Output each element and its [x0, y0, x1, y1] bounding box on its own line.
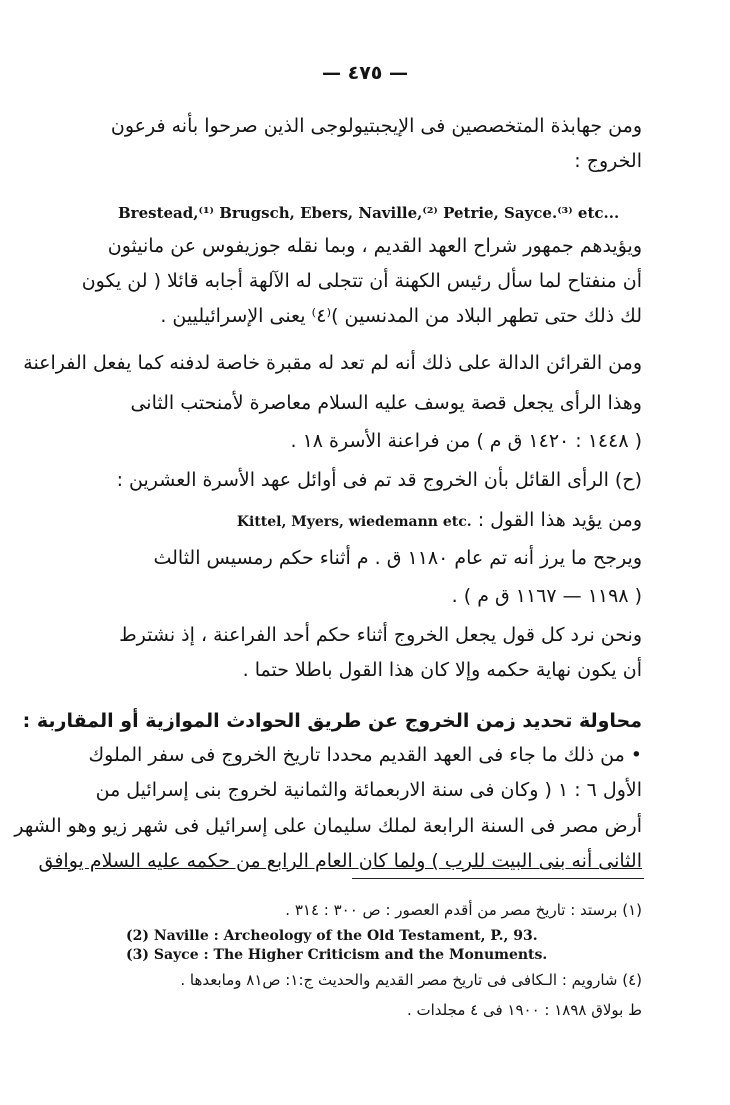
latin-names: Kittel, Myers, wiedemann etc.: [236, 514, 472, 530]
text-line: وهذا الرأى يجعل قصة يوسف عليه السلام معاصرة لأمنحتب الثانى: [130, 392, 642, 414]
text-line: أرض مصر فى السنة الرابعة لملك سليمان على إسرائيل فى شهر زيو وهو الشهر: [14, 815, 642, 837]
section-heading: (ح) الرأى القائل بأن الخروج قد تم فى أوائل عهد الأسرة العشرين :: [116, 469, 642, 491]
text-line: أن منفتاح لما سأل رئيس الكهنة أن تتجلى له الآلهة أجابه قائلا ( لن يكون: [81, 270, 642, 292]
text-fragment: ومن يؤيد هذا القول :: [477, 509, 642, 531]
text-line: ( ١٤٤٨ : ١٤٢٠ ق م ) من فراعنة الأسرة ١٨ .: [290, 430, 642, 452]
text-line: ( ١١٩٨ — ١١٦٧ ق م ) .: [451, 585, 642, 607]
text-line: ويؤيدهم جمهور شراح العهد القديم ، وبما نقله جوزيفوس عن مانيثون: [107, 235, 642, 257]
text-line: لك ذلك حتى تطهر البلاد من المدنسين )⁽٤⁾ يعنى الإسرائيليين .: [160, 305, 642, 327]
footnote-divider: [352, 878, 644, 879]
footnote-3: (3) Sayce : The Higher Criticism and the Monuments.: [126, 947, 548, 963]
text-line: ومن القرائن الدالة على ذلك أنه لم تعد له مقبرة خاصة لدفنه كما يفعل الفراعنة: [23, 352, 642, 374]
text-line: الخروج :: [574, 150, 642, 172]
section-heading: محاولة تحديد زمن الخروج عن طريق الحوادث الموازية أو المقاربة :: [22, 710, 642, 732]
page-number: — ٤٧٥ —: [321, 62, 409, 84]
latin-names-line: Brestead,⁽¹⁾ Brugsch, Ebers, Naville,⁽²⁾ Petrie, Sayce.⁽³⁾ etc...: [118, 204, 620, 222]
text-line: ويرجح ما يرز أنه تم عام ١١٨٠ ق . م أثناء حكم رمسيس الثالث: [153, 547, 642, 569]
text-line: • من ذلك ما جاء فى العهد القديم محددا تاريخ الخروج فى سفر الملوك: [88, 744, 642, 766]
text-line: [92, 502, 642, 538]
footnote-1: (١) برستد : تاريخ مصر من أقدم العصور : ص ٣٠٠ : ٣١٤ .: [285, 901, 642, 919]
text-line: الأول ٦ : ١ ( وكان فى سنة الاربعمائة والثمانية لخروج بنى إسرائيل من: [95, 779, 642, 801]
footnote-2: (2) Naville : Archeology of the Old Testament, P., 93.: [126, 928, 538, 944]
footnote-4: (٤) شارويم : الـكافى فى تاريخ مصر القديم والحديث ج:١: ص٨١ ومابعدها .: [180, 971, 642, 989]
text-line: ونحن نرد كل قول يجعل الخروج أثناء حكم أحد الفراعنة ، إذ نشترط: [119, 624, 642, 646]
footnote-4-continuation: ط بولاق ١٨٩٨ : ١٩٠٠ فى ٤ مجلدات .: [406, 1001, 642, 1019]
text-line: ومن جهابذة المتخصصين فى الإيجبتيولوجى الذين صرحوا بأنه فرعون: [110, 115, 642, 137]
text-line: أن يكون نهاية حكمه وإلا كان هذا القول باطلا حتما .: [242, 659, 642, 681]
text-line: الثانى أنه بنى البيت للرب ) ولما كان العام الرابع من حكمه عليه السلام يوافق: [38, 850, 642, 872]
